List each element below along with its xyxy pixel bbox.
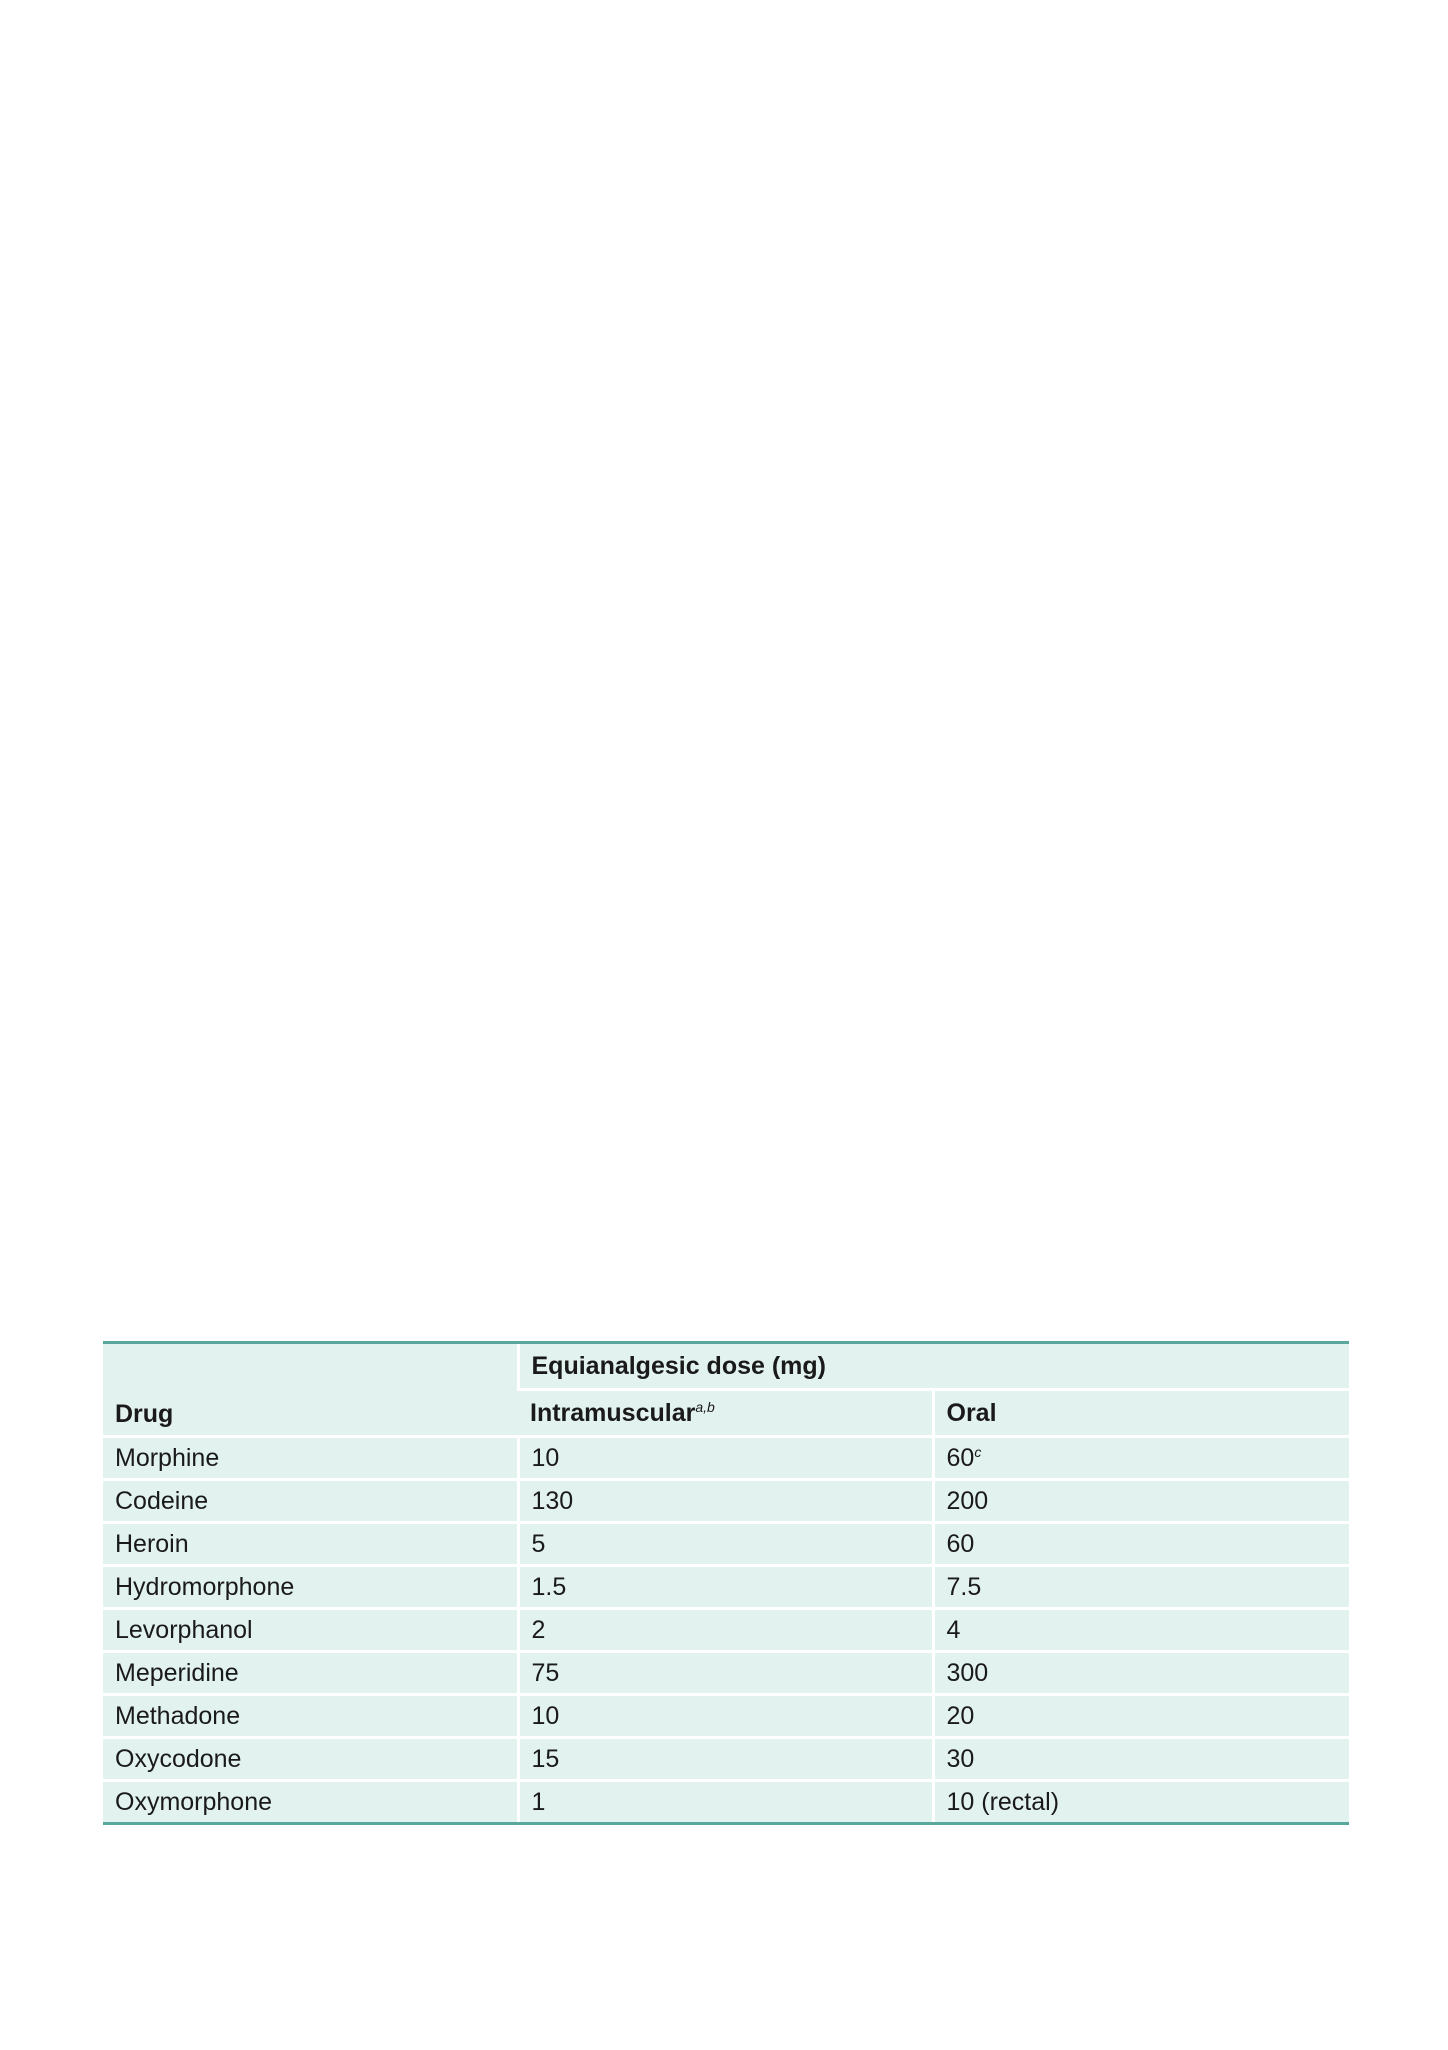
cell-drug: Meperidine xyxy=(103,1652,518,1695)
table-body xyxy=(103,1437,1349,1823)
cell-oral-value: 7.5 xyxy=(946,1572,982,1601)
cell-oral xyxy=(933,1652,1349,1695)
cell-oral-value: 4 xyxy=(946,1615,961,1644)
cell-intramuscular: 5 xyxy=(518,1523,933,1566)
table-row xyxy=(103,1781,1349,1823)
table-row xyxy=(103,1480,1349,1523)
cell-oral xyxy=(933,1523,1349,1566)
table-row xyxy=(103,1437,1349,1480)
header-equianalgesic-dose: Equianalgesic dose (mg) xyxy=(518,1344,1349,1390)
equianalgesic-table xyxy=(103,1341,1349,1825)
table-row xyxy=(103,1609,1349,1652)
table-row xyxy=(103,1523,1349,1566)
cell-oral xyxy=(933,1695,1349,1738)
cell-drug: Oxymorphone xyxy=(103,1781,518,1823)
table-row xyxy=(103,1566,1349,1609)
cell-drug: Hydromorphone xyxy=(103,1566,518,1609)
cell-intramuscular: 130 xyxy=(518,1480,933,1523)
table-row xyxy=(103,1738,1349,1781)
cell-oral-value: 10 (rectal) xyxy=(946,1787,1060,1816)
dose-table xyxy=(103,1344,1349,1822)
cell-intramuscular: 1.5 xyxy=(518,1566,933,1609)
cell-intramuscular: 10 xyxy=(518,1437,933,1480)
cell-oral xyxy=(933,1437,1349,1480)
header-drug: Drug xyxy=(115,1400,174,1428)
cell-intramuscular: 10 xyxy=(518,1695,933,1738)
footnote-marker: c xyxy=(974,1443,982,1460)
cell-oral xyxy=(933,1781,1349,1823)
cell-oral-value: 60 xyxy=(946,1443,975,1472)
table-row xyxy=(103,1695,1349,1738)
footnote-marker-ab: a,b xyxy=(695,1398,715,1415)
cell-oral xyxy=(933,1566,1349,1609)
cell-intramuscular: 75 xyxy=(518,1652,933,1695)
header-row-group xyxy=(103,1344,1349,1390)
cell-drug: Heroin xyxy=(103,1523,518,1566)
cell-oral xyxy=(933,1609,1349,1652)
cell-oral-value: 300 xyxy=(946,1658,989,1687)
header-oral: Oral xyxy=(933,1390,1349,1437)
cell-drug: Morphine xyxy=(103,1437,518,1480)
cell-drug: Oxycodone xyxy=(103,1738,518,1781)
cell-oral xyxy=(933,1480,1349,1523)
cell-drug: Levorphanol xyxy=(103,1609,518,1652)
table-row xyxy=(103,1652,1349,1695)
cell-intramuscular: 15 xyxy=(518,1738,933,1781)
cell-oral xyxy=(933,1738,1349,1781)
cell-oral-value: 200 xyxy=(946,1486,989,1515)
cell-drug: Methadone xyxy=(103,1695,518,1738)
cell-intramuscular: 1 xyxy=(518,1781,933,1823)
header-intramuscular-label: Intramuscular xyxy=(530,1398,696,1427)
cell-drug: Codeine xyxy=(103,1480,518,1523)
cell-oral-value: 30 xyxy=(946,1744,975,1773)
header-intramuscular xyxy=(518,1390,933,1437)
cell-oral-value: 20 xyxy=(946,1701,975,1730)
cell-intramuscular: 2 xyxy=(518,1609,933,1652)
cell-oral-value: 60 xyxy=(946,1529,975,1558)
